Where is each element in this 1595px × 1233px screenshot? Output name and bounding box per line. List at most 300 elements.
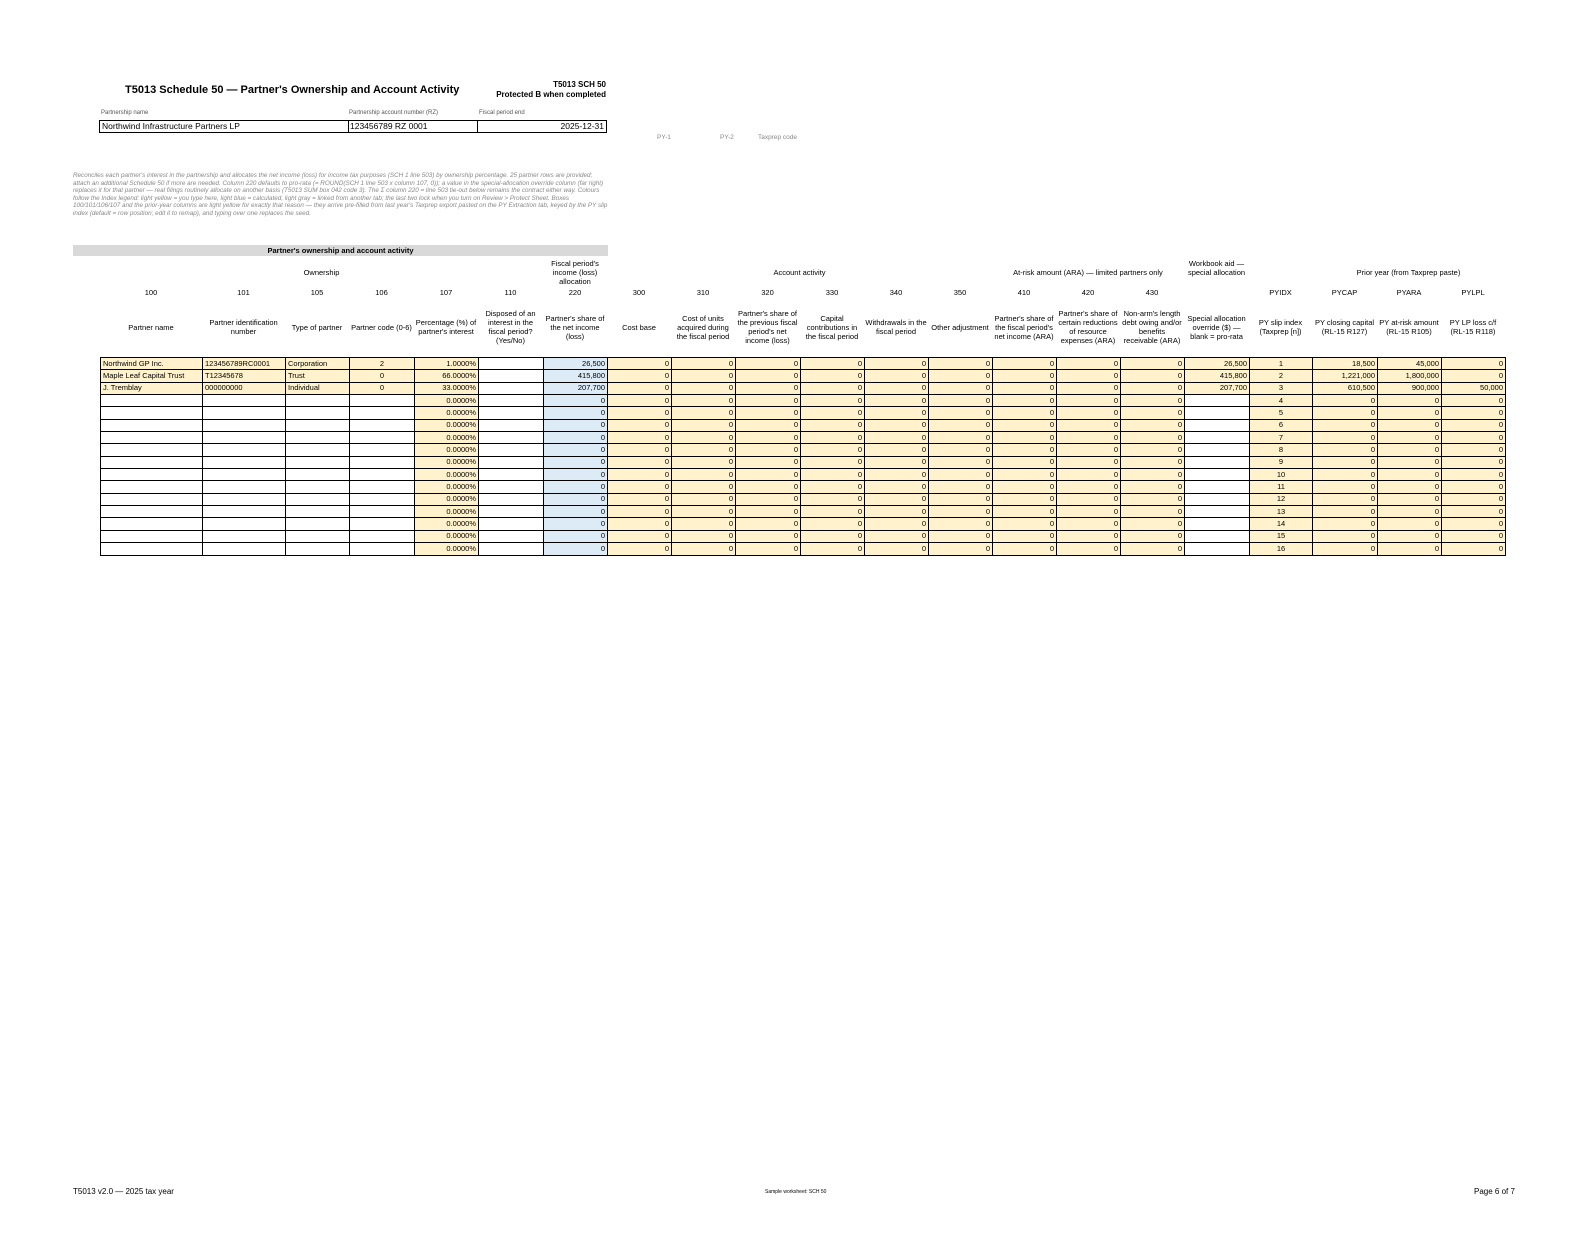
cell-py-capital[interactable]: 0: [1313, 432, 1378, 444]
cell-other-adjustment[interactable]: 0: [929, 530, 993, 542]
cell-previous-share[interactable]: 0: [736, 506, 801, 518]
cell-py-at-risk[interactable]: 0: [1378, 493, 1442, 505]
cell-py-slip-index[interactable]: 8: [1250, 444, 1313, 456]
cell-ara-resource[interactable]: 0: [1057, 444, 1121, 456]
cell-py-slip-index[interactable]: 10: [1250, 469, 1313, 481]
cell-partner-name[interactable]: [101, 456, 203, 468]
cell-other-adjustment[interactable]: 0: [929, 395, 993, 407]
partnership-name-field[interactable]: Northwind Infrastructure Partners LP: [99, 120, 349, 133]
cell-partner-type[interactable]: Individual: [286, 382, 350, 394]
cell-ara-net-income[interactable]: 0: [993, 469, 1057, 481]
cell-special-allocation[interactable]: 207,700: [1185, 382, 1250, 394]
cell-special-allocation[interactable]: [1185, 444, 1250, 456]
cell-partner-code[interactable]: [350, 432, 415, 444]
cell-py-at-risk[interactable]: 0: [1378, 395, 1442, 407]
cell-cost-base[interactable]: 0: [608, 506, 672, 518]
cell-disposed[interactable]: [479, 419, 544, 431]
cell-py-slip-index[interactable]: 16: [1250, 543, 1313, 555]
cell-partner-name[interactable]: J. Tremblay: [101, 382, 203, 394]
cell-cost-units[interactable]: 0: [672, 444, 736, 456]
cell-cost-base[interactable]: 0: [608, 518, 672, 530]
cell-py-slip-index[interactable]: 1: [1250, 358, 1313, 370]
cell-disposed[interactable]: [479, 506, 544, 518]
cell-ara-net-income[interactable]: 0: [993, 444, 1057, 456]
cell-disposed[interactable]: [479, 481, 544, 493]
cell-partner-name[interactable]: [101, 530, 203, 542]
cell-partner-id[interactable]: [203, 543, 286, 555]
fiscal-period-end-field[interactable]: 2025-12-31: [477, 120, 607, 133]
cell-other-adjustment[interactable]: 0: [929, 407, 993, 419]
cell-withdrawals[interactable]: 0: [865, 493, 929, 505]
cell-ara-debt[interactable]: 0: [1121, 530, 1185, 542]
cell-cost-base[interactable]: 0: [608, 530, 672, 542]
cell-cost-base[interactable]: 0: [608, 444, 672, 456]
cell-previous-share[interactable]: 0: [736, 543, 801, 555]
cell-other-adjustment[interactable]: 0: [929, 506, 993, 518]
cell-partner-id[interactable]: 123456789RC0001: [203, 358, 286, 370]
cell-ara-debt[interactable]: 0: [1121, 395, 1185, 407]
cell-py-at-risk[interactable]: 0: [1378, 506, 1442, 518]
cell-py-slip-index[interactable]: 13: [1250, 506, 1313, 518]
cell-percentage[interactable]: 0.0000%: [415, 518, 479, 530]
cell-disposed[interactable]: [479, 407, 544, 419]
cell-ara-debt[interactable]: 0: [1121, 506, 1185, 518]
cell-ara-resource[interactable]: 0: [1057, 432, 1121, 444]
cell-other-adjustment[interactable]: 0: [929, 444, 993, 456]
cell-py-capital[interactable]: 18,500: [1313, 358, 1378, 370]
cell-cost-base[interactable]: 0: [608, 493, 672, 505]
cell-partner-name[interactable]: [101, 432, 203, 444]
cell-py-lp-loss[interactable]: 0: [1442, 370, 1506, 382]
cell-cost-base[interactable]: 0: [608, 419, 672, 431]
cell-contributions[interactable]: 0: [801, 382, 865, 394]
cell-percentage[interactable]: 1.0000%: [415, 358, 479, 370]
cell-ara-debt[interactable]: 0: [1121, 543, 1185, 555]
cell-special-allocation[interactable]: 26,500: [1185, 358, 1250, 370]
cell-cost-base[interactable]: 0: [608, 481, 672, 493]
cell-partner-name[interactable]: [101, 481, 203, 493]
cell-partner-type[interactable]: Trust: [286, 370, 350, 382]
cell-cost-base[interactable]: 0: [608, 469, 672, 481]
cell-cost-units[interactable]: 0: [672, 506, 736, 518]
cell-py-lp-loss[interactable]: 0: [1442, 493, 1506, 505]
cell-partner-id[interactable]: [203, 530, 286, 542]
cell-special-allocation[interactable]: [1185, 530, 1250, 542]
cell-ara-resource[interactable]: 0: [1057, 481, 1121, 493]
cell-ara-debt[interactable]: 0: [1121, 444, 1185, 456]
cell-contributions[interactable]: 0: [801, 419, 865, 431]
cell-percentage[interactable]: 0.0000%: [415, 506, 479, 518]
cell-contributions[interactable]: 0: [801, 432, 865, 444]
cell-py-capital[interactable]: 1,221,000: [1313, 370, 1378, 382]
cell-ara-debt[interactable]: 0: [1121, 456, 1185, 468]
cell-py-at-risk[interactable]: 0: [1378, 469, 1442, 481]
cell-ara-debt[interactable]: 0: [1121, 481, 1185, 493]
cell-special-allocation[interactable]: [1185, 456, 1250, 468]
cell-py-capital[interactable]: 0: [1313, 506, 1378, 518]
cell-previous-share[interactable]: 0: [736, 382, 801, 394]
cell-special-allocation[interactable]: [1185, 395, 1250, 407]
cell-previous-share[interactable]: 0: [736, 481, 801, 493]
cell-py-lp-loss[interactable]: 0: [1442, 543, 1506, 555]
cell-partner-id[interactable]: [203, 493, 286, 505]
cell-withdrawals[interactable]: 0: [865, 530, 929, 542]
cell-py-slip-index[interactable]: 14: [1250, 518, 1313, 530]
cell-partner-name[interactable]: [101, 543, 203, 555]
cell-other-adjustment[interactable]: 0: [929, 358, 993, 370]
cell-cost-units[interactable]: 0: [672, 432, 736, 444]
cell-ara-resource[interactable]: 0: [1057, 358, 1121, 370]
cell-ara-debt[interactable]: 0: [1121, 407, 1185, 419]
cell-py-lp-loss[interactable]: 0: [1442, 444, 1506, 456]
cell-other-adjustment[interactable]: 0: [929, 432, 993, 444]
cell-py-capital[interactable]: 0: [1313, 469, 1378, 481]
cell-contributions[interactable]: 0: [801, 530, 865, 542]
cell-partner-code[interactable]: [350, 444, 415, 456]
cell-py-lp-loss[interactable]: 0: [1442, 456, 1506, 468]
cell-percentage[interactable]: 33.0000%: [415, 382, 479, 394]
cell-cost-units[interactable]: 0: [672, 370, 736, 382]
cell-withdrawals[interactable]: 0: [865, 395, 929, 407]
cell-partner-name[interactable]: [101, 407, 203, 419]
cell-cost-base[interactable]: 0: [608, 358, 672, 370]
cell-partner-name[interactable]: [101, 506, 203, 518]
cell-partner-code[interactable]: 0: [350, 382, 415, 394]
cell-partner-code[interactable]: [350, 456, 415, 468]
cell-py-at-risk[interactable]: 0: [1378, 419, 1442, 431]
cell-special-allocation[interactable]: 415,800: [1185, 370, 1250, 382]
cell-py-capital[interactable]: 0: [1313, 543, 1378, 555]
cell-ara-debt[interactable]: 0: [1121, 419, 1185, 431]
cell-py-capital[interactable]: 0: [1313, 419, 1378, 431]
cell-py-slip-index[interactable]: 11: [1250, 481, 1313, 493]
cell-py-slip-index[interactable]: 9: [1250, 456, 1313, 468]
cell-ara-net-income[interactable]: 0: [993, 407, 1057, 419]
cell-partner-name[interactable]: [101, 518, 203, 530]
cell-disposed[interactable]: [479, 370, 544, 382]
cell-cost-units[interactable]: 0: [672, 407, 736, 419]
cell-previous-share[interactable]: 0: [736, 493, 801, 505]
cell-py-lp-loss[interactable]: 0: [1442, 506, 1506, 518]
cell-disposed[interactable]: [479, 530, 544, 542]
cell-py-at-risk[interactable]: 0: [1378, 432, 1442, 444]
cell-disposed[interactable]: [479, 358, 544, 370]
cell-cost-units[interactable]: 0: [672, 395, 736, 407]
cell-partner-code[interactable]: [350, 469, 415, 481]
cell-partner-id[interactable]: [203, 419, 286, 431]
cell-contributions[interactable]: 0: [801, 493, 865, 505]
cell-withdrawals[interactable]: 0: [865, 358, 929, 370]
cell-cost-units[interactable]: 0: [672, 530, 736, 542]
cell-py-capital[interactable]: 0: [1313, 407, 1378, 419]
cell-cost-base[interactable]: 0: [608, 382, 672, 394]
cell-py-lp-loss[interactable]: 0: [1442, 518, 1506, 530]
cell-previous-share[interactable]: 0: [736, 444, 801, 456]
cell-withdrawals[interactable]: 0: [865, 444, 929, 456]
cell-py-capital[interactable]: 0: [1313, 493, 1378, 505]
cell-ara-resource[interactable]: 0: [1057, 419, 1121, 431]
cell-partner-type[interactable]: [286, 432, 350, 444]
cell-special-allocation[interactable]: [1185, 432, 1250, 444]
cell-partner-type[interactable]: [286, 481, 350, 493]
cell-ara-net-income[interactable]: 0: [993, 481, 1057, 493]
cell-ara-net-income[interactable]: 0: [993, 456, 1057, 468]
cell-previous-share[interactable]: 0: [736, 358, 801, 370]
cell-ara-net-income[interactable]: 0: [993, 432, 1057, 444]
cell-ara-resource[interactable]: 0: [1057, 407, 1121, 419]
cell-ara-resource[interactable]: 0: [1057, 382, 1121, 394]
cell-other-adjustment[interactable]: 0: [929, 518, 993, 530]
cell-disposed[interactable]: [479, 518, 544, 530]
cell-other-adjustment[interactable]: 0: [929, 370, 993, 382]
cell-partner-id[interactable]: [203, 395, 286, 407]
cell-percentage[interactable]: 0.0000%: [415, 493, 479, 505]
cell-special-allocation[interactable]: [1185, 506, 1250, 518]
cell-previous-share[interactable]: 0: [736, 419, 801, 431]
cell-partner-type[interactable]: [286, 419, 350, 431]
cell-contributions[interactable]: 0: [801, 444, 865, 456]
cell-ara-resource[interactable]: 0: [1057, 543, 1121, 555]
cell-other-adjustment[interactable]: 0: [929, 481, 993, 493]
cell-withdrawals[interactable]: 0: [865, 382, 929, 394]
cell-partner-code[interactable]: [350, 407, 415, 419]
cell-percentage[interactable]: 0.0000%: [415, 543, 479, 555]
cell-ara-resource[interactable]: 0: [1057, 469, 1121, 481]
cell-disposed[interactable]: [479, 395, 544, 407]
cell-py-at-risk[interactable]: 0: [1378, 530, 1442, 542]
cell-special-allocation[interactable]: [1185, 543, 1250, 555]
cell-previous-share[interactable]: 0: [736, 432, 801, 444]
cell-partner-id[interactable]: [203, 469, 286, 481]
cell-withdrawals[interactable]: 0: [865, 481, 929, 493]
cell-partner-name[interactable]: [101, 395, 203, 407]
cell-partner-name[interactable]: [101, 493, 203, 505]
cell-special-allocation[interactable]: [1185, 407, 1250, 419]
cell-py-capital[interactable]: 0: [1313, 444, 1378, 456]
cell-cost-units[interactable]: 0: [672, 518, 736, 530]
cell-partner-type[interactable]: [286, 506, 350, 518]
cell-withdrawals[interactable]: 0: [865, 506, 929, 518]
cell-partner-code[interactable]: [350, 419, 415, 431]
cell-withdrawals[interactable]: 0: [865, 419, 929, 431]
cell-py-lp-loss[interactable]: 0: [1442, 395, 1506, 407]
cell-py-slip-index[interactable]: 6: [1250, 419, 1313, 431]
cell-ara-debt[interactable]: 0: [1121, 493, 1185, 505]
cell-percentage[interactable]: 0.0000%: [415, 395, 479, 407]
cell-partner-code[interactable]: [350, 506, 415, 518]
cell-cost-base[interactable]: 0: [608, 395, 672, 407]
cell-withdrawals[interactable]: 0: [865, 456, 929, 468]
cell-py-at-risk[interactable]: 0: [1378, 481, 1442, 493]
cell-contributions[interactable]: 0: [801, 395, 865, 407]
cell-py-at-risk[interactable]: 0: [1378, 407, 1442, 419]
cell-py-capital[interactable]: 0: [1313, 395, 1378, 407]
cell-other-adjustment[interactable]: 0: [929, 543, 993, 555]
cell-ara-net-income[interactable]: 0: [993, 370, 1057, 382]
cell-partner-code[interactable]: [350, 518, 415, 530]
cell-py-capital[interactable]: 0: [1313, 456, 1378, 468]
cell-py-at-risk[interactable]: 0: [1378, 444, 1442, 456]
cell-previous-share[interactable]: 0: [736, 469, 801, 481]
cell-previous-share[interactable]: 0: [736, 395, 801, 407]
cell-partner-id[interactable]: T12345678: [203, 370, 286, 382]
cell-py-lp-loss[interactable]: 0: [1442, 358, 1506, 370]
cell-cost-base[interactable]: 0: [608, 432, 672, 444]
cell-other-adjustment[interactable]: 0: [929, 493, 993, 505]
cell-special-allocation[interactable]: [1185, 419, 1250, 431]
cell-other-adjustment[interactable]: 0: [929, 469, 993, 481]
cell-partner-code[interactable]: 0: [350, 370, 415, 382]
cell-cost-units[interactable]: 0: [672, 543, 736, 555]
cell-partner-code[interactable]: [350, 395, 415, 407]
cell-ara-net-income[interactable]: 0: [993, 518, 1057, 530]
cell-partner-type[interactable]: [286, 469, 350, 481]
cell-partner-type[interactable]: [286, 444, 350, 456]
cell-withdrawals[interactable]: 0: [865, 543, 929, 555]
cell-ara-net-income[interactable]: 0: [993, 395, 1057, 407]
cell-partner-code[interactable]: [350, 543, 415, 555]
cell-contributions[interactable]: 0: [801, 518, 865, 530]
cell-cost-base[interactable]: 0: [608, 456, 672, 468]
cell-ara-resource[interactable]: 0: [1057, 493, 1121, 505]
cell-disposed[interactable]: [479, 543, 544, 555]
cell-py-lp-loss[interactable]: 0: [1442, 419, 1506, 431]
cell-percentage[interactable]: 0.0000%: [415, 530, 479, 542]
cell-py-slip-index[interactable]: 2: [1250, 370, 1313, 382]
cell-contributions[interactable]: 0: [801, 358, 865, 370]
cell-partner-type[interactable]: [286, 407, 350, 419]
cell-contributions[interactable]: 0: [801, 407, 865, 419]
cell-contributions[interactable]: 0: [801, 370, 865, 382]
cell-py-at-risk[interactable]: 45,000: [1378, 358, 1442, 370]
cell-special-allocation[interactable]: [1185, 469, 1250, 481]
cell-py-slip-index[interactable]: 3: [1250, 382, 1313, 394]
cell-ara-debt[interactable]: 0: [1121, 358, 1185, 370]
cell-cost-base[interactable]: 0: [608, 407, 672, 419]
cell-disposed[interactable]: [479, 444, 544, 456]
cell-py-capital[interactable]: 610,500: [1313, 382, 1378, 394]
cell-contributions[interactable]: 0: [801, 481, 865, 493]
cell-cost-base[interactable]: 0: [608, 543, 672, 555]
cell-ara-resource[interactable]: 0: [1057, 370, 1121, 382]
cell-special-allocation[interactable]: [1185, 481, 1250, 493]
cell-py-at-risk[interactable]: 900,000: [1378, 382, 1442, 394]
cell-percentage[interactable]: 66.0000%: [415, 370, 479, 382]
cell-percentage[interactable]: 0.0000%: [415, 419, 479, 431]
cell-special-allocation[interactable]: [1185, 518, 1250, 530]
cell-partner-code[interactable]: 2: [350, 358, 415, 370]
cell-partner-id[interactable]: [203, 456, 286, 468]
cell-special-allocation[interactable]: [1185, 493, 1250, 505]
cell-partner-id[interactable]: [203, 444, 286, 456]
cell-ara-net-income[interactable]: 0: [993, 543, 1057, 555]
cell-percentage[interactable]: 0.0000%: [415, 444, 479, 456]
cell-py-slip-index[interactable]: 12: [1250, 493, 1313, 505]
cell-withdrawals[interactable]: 0: [865, 469, 929, 481]
cell-other-adjustment[interactable]: 0: [929, 419, 993, 431]
cell-partner-type[interactable]: Corporation: [286, 358, 350, 370]
cell-partner-type[interactable]: [286, 493, 350, 505]
cell-partner-type[interactable]: [286, 395, 350, 407]
cell-partner-name[interactable]: Northwind GP Inc.: [101, 358, 203, 370]
cell-cost-units[interactable]: 0: [672, 456, 736, 468]
cell-py-at-risk[interactable]: 1,800,000: [1378, 370, 1442, 382]
cell-previous-share[interactable]: 0: [736, 530, 801, 542]
cell-ara-net-income[interactable]: 0: [993, 493, 1057, 505]
cell-py-capital[interactable]: 0: [1313, 481, 1378, 493]
cell-py-slip-index[interactable]: 15: [1250, 530, 1313, 542]
cell-other-adjustment[interactable]: 0: [929, 382, 993, 394]
cell-previous-share[interactable]: 0: [736, 370, 801, 382]
cell-contributions[interactable]: 0: [801, 543, 865, 555]
cell-py-slip-index[interactable]: 7: [1250, 432, 1313, 444]
cell-py-lp-loss[interactable]: 0: [1442, 432, 1506, 444]
cell-partner-id[interactable]: 000000000: [203, 382, 286, 394]
cell-ara-resource[interactable]: 0: [1057, 530, 1121, 542]
cell-partner-id[interactable]: [203, 506, 286, 518]
cell-previous-share[interactable]: 0: [736, 456, 801, 468]
cell-percentage[interactable]: 0.0000%: [415, 469, 479, 481]
cell-py-lp-loss[interactable]: 0: [1442, 481, 1506, 493]
cell-ara-debt[interactable]: 0: [1121, 382, 1185, 394]
cell-cost-units[interactable]: 0: [672, 493, 736, 505]
cell-py-slip-index[interactable]: 4: [1250, 395, 1313, 407]
cell-disposed[interactable]: [479, 382, 544, 394]
cell-disposed[interactable]: [479, 469, 544, 481]
cell-partner-type[interactable]: [286, 530, 350, 542]
cell-disposed[interactable]: [479, 432, 544, 444]
cell-partner-id[interactable]: [203, 518, 286, 530]
cell-ara-debt[interactable]: 0: [1121, 518, 1185, 530]
cell-py-capital[interactable]: 0: [1313, 518, 1378, 530]
cell-withdrawals[interactable]: 0: [865, 407, 929, 419]
cell-partner-name[interactable]: Maple Leaf Capital Trust: [101, 370, 203, 382]
cell-ara-resource[interactable]: 0: [1057, 456, 1121, 468]
cell-partner-id[interactable]: [203, 407, 286, 419]
cell-ara-net-income[interactable]: 0: [993, 530, 1057, 542]
cell-py-lp-loss[interactable]: 0: [1442, 407, 1506, 419]
cell-py-capital[interactable]: 0: [1313, 530, 1378, 542]
cell-other-adjustment[interactable]: 0: [929, 456, 993, 468]
cell-cost-units[interactable]: 0: [672, 382, 736, 394]
cell-py-at-risk[interactable]: 0: [1378, 543, 1442, 555]
cell-partner-name[interactable]: [101, 419, 203, 431]
cell-cost-units[interactable]: 0: [672, 358, 736, 370]
cell-partner-type[interactable]: [286, 456, 350, 468]
cell-withdrawals[interactable]: 0: [865, 518, 929, 530]
cell-partner-name[interactable]: [101, 444, 203, 456]
cell-partner-name[interactable]: [101, 469, 203, 481]
cell-ara-net-income[interactable]: 0: [993, 382, 1057, 394]
cell-contributions[interactable]: 0: [801, 456, 865, 468]
cell-partner-type[interactable]: [286, 518, 350, 530]
cell-ara-resource[interactable]: 0: [1057, 395, 1121, 407]
cell-ara-resource[interactable]: 0: [1057, 506, 1121, 518]
cell-previous-share[interactable]: 0: [736, 518, 801, 530]
cell-py-at-risk[interactable]: 0: [1378, 456, 1442, 468]
cell-partner-code[interactable]: [350, 530, 415, 542]
cell-py-lp-loss[interactable]: 0: [1442, 469, 1506, 481]
cell-ara-debt[interactable]: 0: [1121, 432, 1185, 444]
cell-percentage[interactable]: 0.0000%: [415, 481, 479, 493]
cell-percentage[interactable]: 0.0000%: [415, 407, 479, 419]
cell-partner-type[interactable]: [286, 543, 350, 555]
account-number-field[interactable]: 123456789 RZ 0001: [348, 120, 478, 133]
cell-partner-id[interactable]: [203, 481, 286, 493]
cell-ara-debt[interactable]: 0: [1121, 370, 1185, 382]
cell-withdrawals[interactable]: 0: [865, 432, 929, 444]
cell-py-at-risk[interactable]: 0: [1378, 518, 1442, 530]
